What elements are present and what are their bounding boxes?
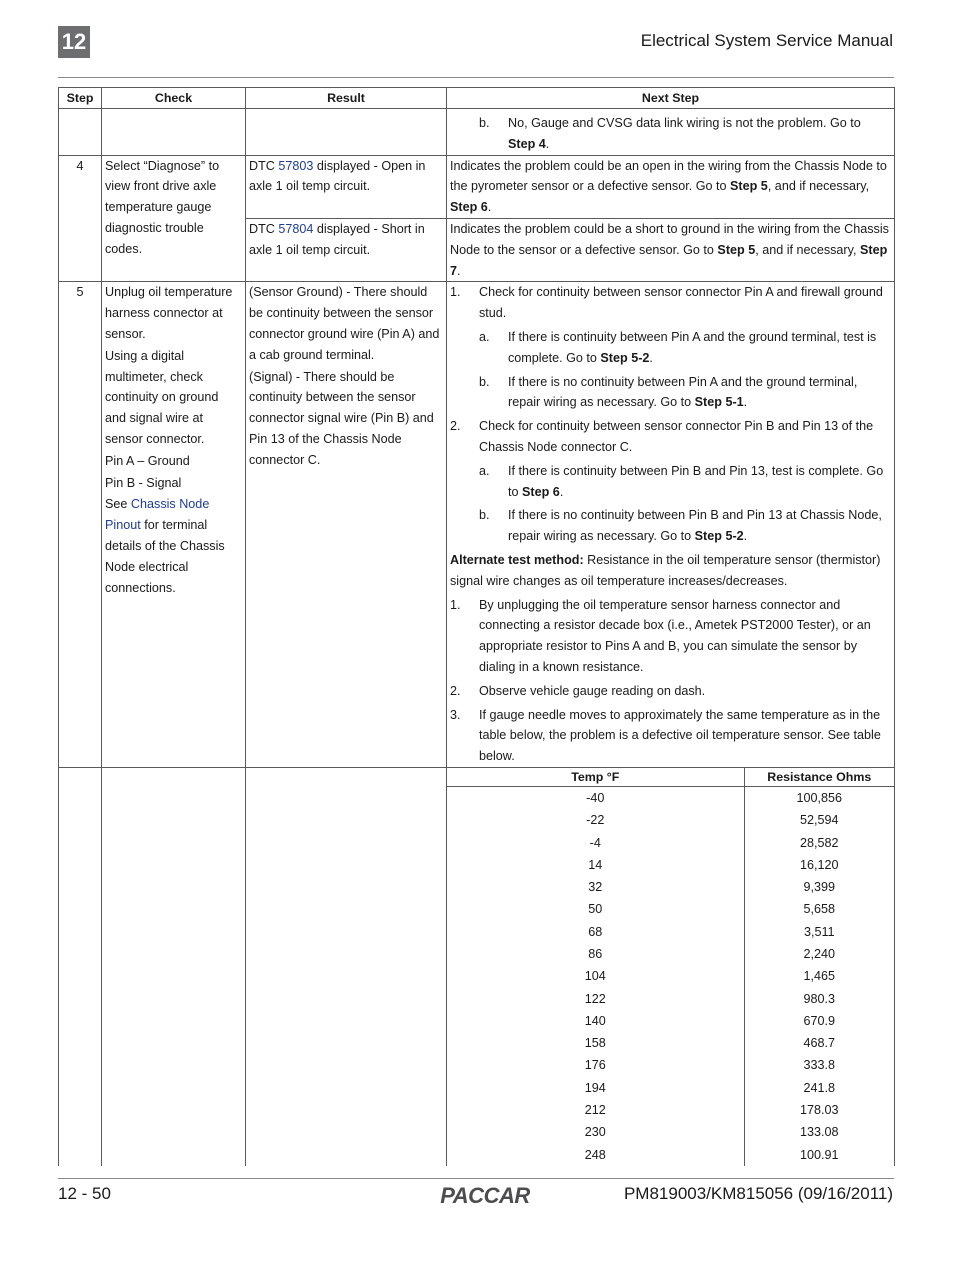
- table-row: [447, 1121, 894, 1143]
- list-text: Observe vehicle gauge reading on dash.: [479, 683, 706, 698]
- next-step-text: Indicates the problem could be a short to ground in the wiring from the Chassis Node to the sensor or a defective sensor. Go to: [450, 221, 889, 257]
- list-text: If there is continuity between Pin B and Pin 13, test is complete. Go to: [508, 463, 884, 499]
- temp-header: Temp °F: [447, 768, 744, 787]
- result-cell: [246, 109, 447, 156]
- ohms-value: 100.91: [744, 1144, 894, 1166]
- step-reference: Step 5-2: [694, 529, 744, 544]
- sub-list: [479, 327, 891, 413]
- step-cell: [59, 767, 102, 1166]
- resistance-body: [447, 786, 894, 1166]
- resistance-table: [447, 768, 894, 1166]
- header-divider: [58, 77, 894, 78]
- list-item: [479, 327, 891, 369]
- chassis-node-pinout-link[interactable]: Chassis Node Pinout: [105, 497, 210, 533]
- document-id: PM819003/KM815056 (09/16/2011): [623, 1184, 893, 1203]
- table-header-row: [59, 88, 895, 109]
- table-row: [447, 1054, 894, 1076]
- ohms-value: 468.7: [744, 1032, 894, 1054]
- alternate-test-text: Resistance in the oil temperature sensor (thermistor) signal wire changes as oil temperature increases/decreases.: [450, 552, 881, 588]
- temp-value: -22: [586, 813, 605, 828]
- table-row: [447, 1144, 894, 1166]
- col-header-next-step: Next Step: [447, 88, 895, 109]
- next-step-cell: [447, 767, 895, 1166]
- result-text: DTC: [249, 221, 279, 236]
- ohms-value: 9,399: [744, 876, 894, 898]
- numbered-list: [450, 282, 891, 547]
- check-text: Pin A – Ground: [105, 453, 190, 468]
- footer-divider: [58, 1178, 894, 1179]
- list-text: By unplugging the oil temperature sensor harness connector and connecting a resistor decade box (i.e., Ametek PST2000 Tester), or an appropriate resistor to Pins A and B, you can simulate the sensor by dialing in a known resistance.: [479, 597, 871, 674]
- table-row: [447, 965, 894, 987]
- punctuation: .: [559, 484, 564, 499]
- list-item: [479, 113, 891, 155]
- result-text: (Sensor Ground) - There should be continuity between the sensor connector ground wire (Pin A) and a cab ground terminal.: [249, 285, 440, 362]
- check-cell: [102, 109, 246, 156]
- check-text: Unplug oil temperature harness connector at sensor.: [105, 285, 233, 341]
- ohms-value: 670.9: [744, 1010, 894, 1032]
- list-item: [450, 416, 891, 547]
- next-step-text: , and if necessary,: [767, 179, 870, 194]
- step-cell: [59, 109, 102, 156]
- temp-value: -40: [586, 790, 605, 805]
- table-row: [447, 876, 894, 898]
- table-row: [447, 1032, 894, 1054]
- list-text: Check for continuity between sensor connector Pin B and Pin 13 of the Chassis Node connector C.: [479, 419, 874, 454]
- sub-list: [450, 113, 891, 155]
- resistance-header-row: [447, 768, 894, 787]
- temp-value: 194: [584, 1080, 606, 1095]
- sub-list: [479, 461, 891, 547]
- table-row: [447, 809, 894, 831]
- step-reference: Step 5: [730, 179, 768, 194]
- paccar-logo: [432, 1183, 538, 1207]
- chapter-badge: 12: [58, 26, 90, 58]
- list-letter: a.: [479, 463, 490, 478]
- ohms-value: 5,658: [744, 898, 894, 920]
- punctuation: .: [743, 395, 748, 410]
- table-row: [59, 155, 895, 218]
- ohms-value: 1,465: [744, 965, 894, 987]
- table-row: [447, 988, 894, 1010]
- step-number: 4: [59, 155, 102, 282]
- next-step-cell: [447, 155, 895, 218]
- punctuation: .: [649, 350, 653, 365]
- table-row: [447, 898, 894, 920]
- ohms-header: Resistance Ohms: [744, 768, 894, 787]
- table-row: [447, 1077, 894, 1099]
- next-step-cell: [447, 218, 895, 281]
- list-item: [479, 505, 891, 547]
- check-text-part: See: [105, 497, 131, 512]
- page-number: 12 - 50: [58, 1184, 111, 1203]
- table-row: [447, 1099, 894, 1121]
- list-text: If gauge needle moves to approximately the same temperature as in the table below, the problem is a defective oil temperature sensor. See table below.: [479, 707, 881, 764]
- punctuation: .: [457, 263, 461, 278]
- result-cell: [246, 155, 447, 218]
- temp-value: 176: [584, 1058, 606, 1073]
- step-reference: Step 5-1: [694, 395, 744, 410]
- step-reference: Step 7: [450, 242, 888, 278]
- list-number: 3.: [450, 707, 461, 722]
- ohms-value: 16,120: [744, 854, 894, 876]
- alternate-test-label: Alternate test method:: [450, 552, 584, 567]
- step-reference: Step 5-2: [600, 350, 650, 365]
- list-item: [479, 461, 891, 503]
- check-text: Using a digital multimeter, check continuity on ground and signal wire at sensor connector.: [105, 348, 219, 446]
- temp-value: 248: [584, 1147, 606, 1162]
- list-letter: b.: [479, 508, 490, 523]
- ohms-value: 100,856: [744, 786, 894, 809]
- result-cell: [246, 767, 447, 1166]
- list-text: If there is continuity between Pin A and the ground terminal, test is complete. Go to: [508, 329, 877, 365]
- result-text: displayed - Short in axle 1 oil temp circuit.: [249, 221, 425, 257]
- temp-value: 50: [588, 902, 603, 917]
- punctuation: .: [743, 529, 748, 544]
- table-row: [59, 767, 895, 1166]
- table-row: [447, 786, 894, 809]
- ohms-value: 178.03: [744, 1099, 894, 1121]
- dtc-link-57804[interactable]: 57804: [278, 221, 314, 236]
- ohms-value: 333.8: [744, 1054, 894, 1076]
- ohms-value: 52,594: [744, 809, 894, 831]
- list-number: 1.: [450, 285, 461, 300]
- list-text: No, Gauge and CVSG data link wiring is not the problem. Go to: [508, 116, 861, 130]
- list-item: [479, 372, 891, 414]
- check-cell: Select “Diagnose” to view front drive axle temperature gauge diagnostic trouble codes.: [102, 155, 246, 282]
- next-step-cell: [447, 282, 895, 768]
- manual-title: Electrical System Service Manual: [640, 31, 893, 50]
- list-item: [450, 705, 891, 767]
- step-reference: Step 6: [450, 200, 488, 215]
- check-cell: [102, 767, 246, 1166]
- paccar-logo-text: PACCAR: [440, 1183, 530, 1207]
- table-row: [447, 943, 894, 965]
- result-text: displayed - Open in axle 1 oil temp circuit.: [249, 158, 426, 194]
- list-number: 1.: [450, 597, 461, 612]
- list-letter: b.: [479, 116, 490, 130]
- list-letter: b.: [479, 374, 490, 389]
- ohms-value: 3,511: [744, 921, 894, 943]
- ohms-value: 28,582: [744, 832, 894, 854]
- check-text: Pin B - Signal: [105, 475, 182, 490]
- result-cell: [246, 282, 447, 768]
- table-row: [59, 109, 895, 156]
- temp-value: 212: [584, 1103, 606, 1118]
- punctuation: .: [487, 200, 492, 215]
- next-step-text: , and if necessary,: [755, 242, 860, 257]
- ohms-value: 980.3: [744, 988, 894, 1010]
- dtc-link-57803[interactable]: 57803: [278, 158, 314, 173]
- list-number: 2.: [450, 683, 461, 698]
- temp-value: 122: [584, 991, 606, 1006]
- temp-value: 230: [584, 1125, 606, 1140]
- check-cell: [102, 282, 246, 768]
- temp-value: 68: [588, 924, 603, 939]
- list-text: Check for continuity between sensor connector Pin A and firewall ground stud.: [479, 285, 883, 321]
- table-row: [447, 854, 894, 876]
- list-item: [450, 681, 891, 702]
- punctuation: .: [545, 136, 550, 151]
- step-reference: Step 4: [508, 136, 546, 151]
- list-number: 2.: [450, 419, 461, 434]
- temp-value: 86: [588, 946, 603, 961]
- table-row: [447, 1010, 894, 1032]
- table-row: [447, 921, 894, 943]
- ohms-value: 2,240: [744, 943, 894, 965]
- col-header-step: Step: [59, 88, 102, 109]
- ohms-value: 241.8: [744, 1077, 894, 1099]
- step-number: 5: [59, 282, 102, 768]
- alternate-test-method: [450, 550, 891, 592]
- next-step-cell: [447, 109, 895, 156]
- step-reference: Step 5: [717, 242, 756, 257]
- diagnostic-table: [58, 87, 895, 1166]
- check-text: [105, 494, 242, 598]
- list-text: If there is no continuity between Pin B and Pin 13 at Chassis Node, repair wiring as necessary. Go to: [508, 508, 882, 544]
- result-text: DTC: [249, 158, 279, 173]
- temp-value: 104: [584, 969, 606, 984]
- temp-value: 140: [584, 1013, 606, 1028]
- step-reference: Step 6: [522, 484, 560, 499]
- result-cell: [246, 218, 447, 281]
- temp-value: 32: [588, 880, 603, 895]
- temp-value: 158: [584, 1036, 606, 1051]
- list-text: If there is no continuity between Pin A and the ground terminal, repair wiring as necessary. Go to: [508, 374, 858, 410]
- list-item: [450, 282, 891, 413]
- col-header-result: Result: [246, 88, 447, 109]
- ohms-value: 133.08: [744, 1121, 894, 1143]
- list-item: [450, 595, 891, 678]
- temp-value: -4: [589, 835, 601, 850]
- temp-value: 14: [588, 857, 603, 872]
- next-step-text: Indicates the problem could be an open in the wiring from the Chassis Node to the pyrometer sensor or a defective sensor. Go to: [450, 158, 887, 194]
- table-row: [59, 282, 895, 768]
- result-text: (Signal) - There should be continuity between the sensor connector signal wire (Pin B) and Pin 13 of the Chassis Node connector C.: [249, 369, 434, 467]
- numbered-list: [450, 595, 891, 767]
- check-text-part: for terminal details of the Chassis Node electrical connections.: [105, 518, 225, 595]
- table-row: [447, 832, 894, 854]
- col-header-check: Check: [102, 88, 246, 109]
- list-letter: a.: [479, 329, 490, 344]
